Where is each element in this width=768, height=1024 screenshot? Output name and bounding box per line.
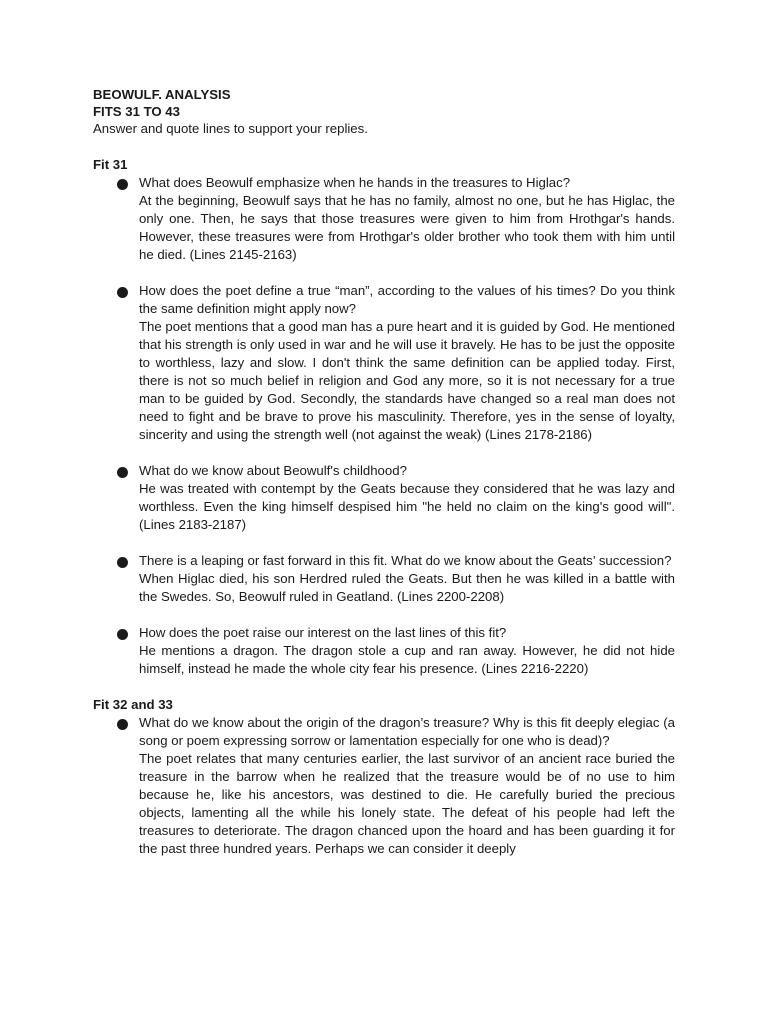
document-subtitle: FITS 31 TO 43 xyxy=(93,104,180,119)
qa-item xyxy=(139,714,675,858)
document-page xyxy=(93,86,675,858)
bullet-icon xyxy=(117,179,128,190)
question: How does the poet raise our interest on the last lines of this fit? xyxy=(139,625,507,640)
qa-item xyxy=(139,624,675,678)
answer: At the beginning, Beowulf says that he has no family, almost no one, but he has Higlac, the only one. Then, he says that those treasures were given to him from Hrothgar's hands. However, these treasures were from Hrothgar's older brother who took them with him until he died. (Lines 2145-2163) xyxy=(139,193,675,262)
question: How does the poet define a true “man”, according to the values of his times? Do you think the same definition might apply now? xyxy=(139,283,675,316)
answer: When Higlac died, his son Herdred ruled the Geats. But then he was killed in a battle with the Swedes. So, Beowulf ruled in Geatland. (Lines 2200-2208) xyxy=(139,571,675,604)
document-title: BEOWULF. ANALYSIS xyxy=(93,87,231,102)
qa-item xyxy=(139,282,675,444)
question: What does Beowulf emphasize when he hands in the treasures to Higlac? xyxy=(139,175,571,190)
question: What do we know about the origin of the dragon’s treasure? Why is this fit deeply elegiac (a song or poem expressing sorrow or lamentation especially for one who is dead)? xyxy=(139,715,675,748)
qa-item xyxy=(139,552,675,606)
instructions: Answer and quote lines to support your replies. xyxy=(93,121,368,136)
question: There is a leaping or fast forward in this fit. What do we know about the Geats’ succession? xyxy=(139,553,672,568)
bullet-icon xyxy=(117,467,128,478)
qa-item xyxy=(139,174,675,264)
qa-item xyxy=(139,462,675,534)
section-heading-fit-32-33: Fit 32 and 33 xyxy=(93,697,173,712)
bullet-icon xyxy=(117,557,128,568)
answer: He was treated with contempt by the Geats because they considered that he was lazy and worthless. Even the king himself despised him "he held no claim on the king's good will". (Lines 2183-2187) xyxy=(139,481,675,532)
question: What do we know about Beowulf's childhood? xyxy=(139,463,407,478)
bullet-icon xyxy=(117,287,128,298)
section-heading-fit-31: Fit 31 xyxy=(93,157,128,172)
answer: The poet relates that many centuries earlier, the last survivor of an ancient race buried the treasure in the barrow when he realized that the treasure would be of no use to him because he, like his ancestors, was destined to die. He carefully buried the precious objects, lamenting all the while his lonely state. The defeat of his people had left the treasures to deteriorate. The dragon chanced upon the hoard and has been guarding it for the past three hundred years. Perhaps we can consider it deeply xyxy=(139,751,675,856)
bullet-icon xyxy=(117,719,128,730)
answer: He mentions a dragon. The dragon stole a cup and ran away. However, he did not hide himself, instead he made the whole city fear his presence. (Lines 2216-2220) xyxy=(139,643,675,676)
bullet-icon xyxy=(117,629,128,640)
answer: The poet mentions that a good man has a pure heart and it is guided by God. He mentioned that his strength is only used in war and he will use it bravely. He has to be just the opposite to worthless, lazy and slow. I don't think the same definition can be applied today. First, there is not so much belief in religion and God any more, so it is not necessary for a true man to be guided by God. Secondly, the standards have changed so a real man does not need to fight and be brave to prove his masculinity. Therefore, yes in the sense of loyalty, sincerity and using the strength well (not against the weak) (Lines 2178-2186) xyxy=(139,319,675,442)
